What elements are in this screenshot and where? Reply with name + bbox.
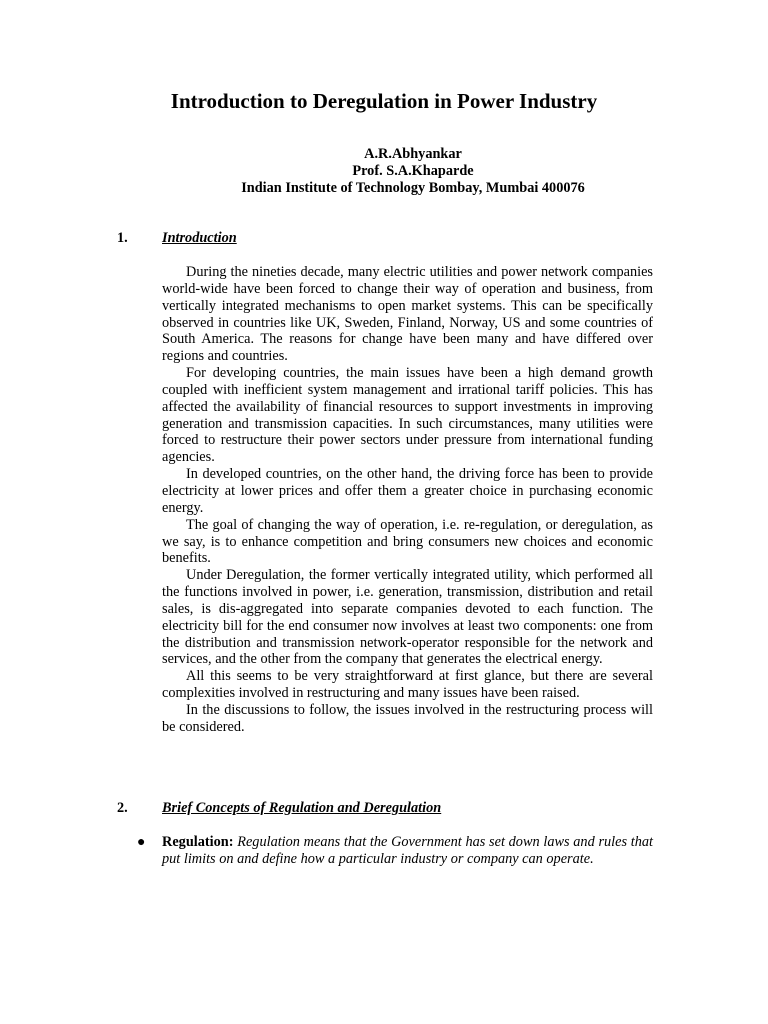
section-number: 2. xyxy=(117,800,128,816)
paragraph: In the discussions to follow, the issues involved in the restructuring process will be considered. xyxy=(162,701,653,735)
paragraph: For developing countries, the main issues have been a high demand growth coupled with inefficient system management and irrational tariff policies. This has affected the availability of financial resources to support investments in improving generation and transmission capacities. In such circumstances, many utilities were forced to restructure their power sectors under pressure from international funding agencies. xyxy=(162,365,653,466)
section-title: Brief Concepts of Regulation and Deregulation xyxy=(162,800,442,816)
paragraph: The goal of changing the way of operation, i.e. re-regulation, or deregulation, as we say, is to enhance competition and bring consumers new choices and economic benefits. xyxy=(162,516,653,567)
section-number: 1. xyxy=(117,230,128,246)
bullet-item-regulation xyxy=(137,834,654,868)
introduction-body xyxy=(162,264,653,736)
author-affiliation: Indian Institute of Technology Bombay, Mumbai 400076 xyxy=(241,180,585,196)
document-title: Introduction to Deregulation in Power Industry xyxy=(170,89,598,113)
author-name: A.R.Abhyankar xyxy=(364,146,462,162)
paragraph: During the nineties decade, many electric utilities and power network companies world-wide have been forced to change their way of operation and business, from vertically integrated mechanisms to open market systems. This can be specifically observed in countries like UK, Sweden, Finland, Norway, US and some countries of South America. The reasons for change have been many and have differed over regions and countries. xyxy=(162,264,653,365)
bullet-definition: Regulation means that the Government has set down laws and rules that put limits on and define how a particular industry or company can operate. xyxy=(162,834,654,867)
author-name: Prof. S.A.Khaparde xyxy=(352,163,474,179)
bullet-term: Regulation: xyxy=(162,834,238,850)
paragraph: All this seems to be very straightforward at first glance, but there are several complexities involved in restructuring and many issues have been raised. xyxy=(162,668,653,702)
section-title: Introduction xyxy=(162,230,237,246)
paragraph: Under Deregulation, the former vertically integrated utility, which performed all the functions involved in power, i.e. generation, transmission, distribution and retail sales, is dis-aggregated into separate companies devoted to each function. The electricity bill for the end consumer now involves at least two components: one from the distribution and transmission network-operator responsible for the network and services, and the other from the company that generates the electrical energy. xyxy=(162,567,653,668)
author-block xyxy=(0,146,768,197)
paragraph: In developed countries, on the other hand, the driving force has been to provide electricity at lower prices and offer them a greater choice in purchasing economic energy. xyxy=(162,466,653,516)
bullet-icon: ● xyxy=(137,835,146,850)
